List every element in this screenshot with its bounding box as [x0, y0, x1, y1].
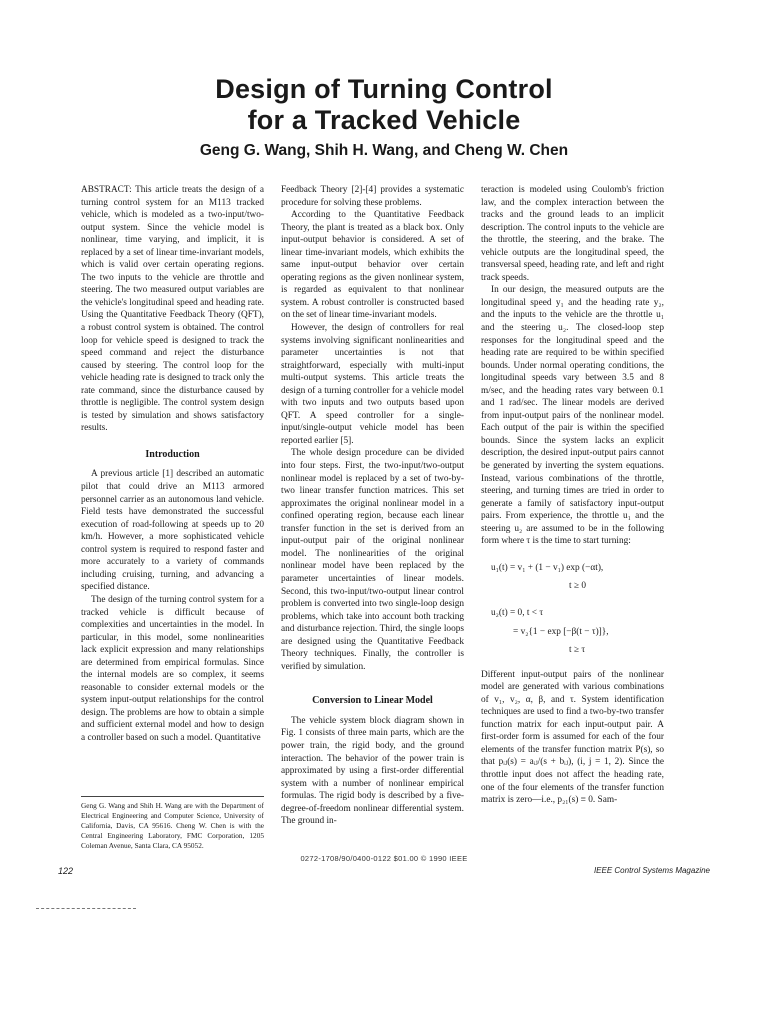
paragraph: However, the design of controllers for real systems involving significant nonlinearities and parameter uncertainties is not that straightforward, especially with multi-input multi-output systems. This article treats the design of a turning controller for a vehicle model with two inputs and two outputs based upon QFT. A speed controller for a single-input/single-output vehicle model has been reported earlier [5].	[281, 323, 464, 446]
paragraph: The whole design procedure can be divided into four steps. First, the two-input/two-output nonlinear model is replaced by a set of two-by-two linear transfer function matrices. This set approximates the original nonlinear model in a confined operating region, because each linear transfer function in the set is derived from an input-output pair of the original nonlinear model. The nonlinearities of the original nonlinear model have been replaced by the parameter uncertainties of linear models. Second, this two-input/two-output linear control problem is converted into two single-loop design problems, which take into account both tracking and disturbance rejection. Third, the single loops are designed using the Quantitative Feedback Theory techniques. Finally, the controller is verified by simulation.	[281, 448, 464, 672]
paragraph: Different input-output pairs of the nonlinear model are generated with various combinations of v₁, v₂, α, β, and τ. System identification techniques are used to find a two-by-two transfer function matrix for each input-output pair. A first-order form is assumed for each of the four elements of the transfer function matrix P(s), so that pᵢⱼ(s) = aᵢⱼ/(s + bᵢⱼ), (i, j = 1, 2). Since the throttle input does not affect the heading rate, one of the four elements of the transfer function matrix is zero—i.e., p₂₁(s) ≡ 0. Sam-	[481, 669, 664, 806]
equation-line: u₁(t) = v₁ + (1 − v₁) exp (−αt),	[491, 562, 604, 573]
paragraph: teraction is modeled using Coulomb's friction law, and the complex interaction between the tracks and the ground leads to an implicit description. The control inputs to the vehicle are the throttle, the steering, and the brake. The vehicle outputs are the longitudinal speed, the transversal speed, heading rate, and left and right track speeds.	[481, 185, 664, 283]
equation-line: u₂(t) = 0, t < τ	[491, 607, 544, 618]
column-1	[81, 184, 264, 745]
section-heading-conversion: Conversion to Linear Model	[312, 695, 433, 707]
equation-line: = v₂{1 − exp [−β(t − τ)]},	[513, 626, 609, 637]
page-number: 122	[58, 866, 74, 876]
abstract: ABSTRACT: This article treats the design of a turning control system for an M113 tracked vehicle, which is modeled as a two-input/two-output system. Since the vehicle model is nonlinear, time varying, and implicit, it is replaced by a set of linear time-invariant models, which is valid over certain operating regions. The two inputs to the vehicle are throttle and steering. The two measured output variables are the vehicle's longitudinal speed and heading rate. Using the Quantitative Feedback Theory (QFT), a robust control system is obtained. The control loop for vehicle speed is designed to track the speed command and reject the disturbance caused by steering. The control loop for the vehicle heading rate is designed to track only the rate command, since the disturbance caused by throttle is negligible. The control system design is tested by simulation and shows satisfactory results.	[81, 185, 264, 434]
title-line-1: Design of Turning Control	[215, 74, 553, 104]
author-affiliation-footnote: Geng G. Wang and Shih H. Wang are with the Department of Electrical Engineering and Computer Science, University of California, Davis, CA 95616. Cheng W. Chen is with the Central Engineering Laboratory, FMC Corporation, 1205 Coleman Avenue, Santa Clara, CA 95052.	[81, 796, 264, 851]
paragraph: In our design, the measured outputs are the longitudinal speed y₁ and the heading rate y₂, and the inputs to the vehicle are the throttle u₁ and the steering u₂. The closed-loop step responses for the longitudinal speed and the heading rate are required to be within specified bounds. Under normal operating conditions, the longitudinal speeds vary between 3.5 and 8 m/sec, and the heading rates vary between 0.1 and 1 rad/sec. The linear models are derived from input-output pairs of the nonlinear model. Each output of the pair is within the specified bounds. Since the system lacks an explicit description, the desired input-output pairs cannot be generated by inverting the system equations. Instead, various combinations of the throttle, steering, and turning times are tried in order to generate a family of satisfactory input-output pairs. From experience, the throttle u₁ and the steering u₂ are assumed to be in the following form where τ is the time to start turning:	[481, 285, 664, 547]
paragraph: According to the Quantitative Feedback Theory, the plant is treated as a black box. Only input-output behavior is considered. A set of linear time-invariant models, which exhibits the same input-output behavior over certain operating regions as the given nonlinear system, is regarded as equivalent to that nonlinear system. A robust controller is constructed based on the set of linear time-invariant models.	[281, 210, 464, 321]
copyright-line: 0272-1708/90/0400-0122 $01.00 © 1990 IEEE	[300, 854, 468, 863]
paragraph: The design of the turning control system for a tracked vehicle is difficult because of complexities and uncertainties in the model. In particular, in this model, some nonlinearities lack explicit expression and many relationships are determined from empirical formulas. Since the internal models are so complex, it seems reasonable to consider external models or the system input-output relationships for the control design. The problems are how to obtain a simple and sufficient external model and how to design a controller based on such a model. Quantitative	[81, 594, 264, 743]
paragraph: A previous article [1] described an automatic pilot that could drive an M113 armored personnel carrier as an autonomous land vehicle. Field tests have demonstrated the successful execution of road-following at speeds up to 20 km/h. However, a more sophisticated vehicle control system is required to respond faster and more accurately to a variety of commands including cruising, turning, and advancing a specified distance.	[81, 469, 264, 593]
paragraph: Feedback Theory [2]-[4] provides a systematic procedure for solving these problems.	[281, 185, 464, 208]
column-2	[281, 184, 464, 828]
section-heading-introduction: Introduction	[145, 448, 200, 460]
equation-steering	[481, 607, 664, 657]
column-3	[481, 184, 664, 807]
paper-title	[60, 74, 708, 136]
author-list: Geng G. Wang, Shih H. Wang, and Cheng W. Chen	[199, 142, 569, 159]
scan-artifact-line	[36, 908, 136, 909]
title-line-2: for a Tracked Vehicle	[247, 105, 521, 135]
journal-name: IEEE Control Systems Magazine	[593, 866, 710, 875]
equation-condition: t ≥ τ	[569, 645, 586, 656]
equation-throttle	[481, 562, 664, 593]
paragraph: The vehicle system block diagram shown in Fig. 1 consists of three main parts, which are the power train, the rigid body, and the ground interaction. The behavior of the power train is approximated by using a first-order differential system with a number of nonlinear empirical formulas. The rigid body is described by a five-degree-of-freedom nonlinear differential system. The ground in-	[281, 715, 464, 827]
equation-condition: t ≥ 0	[569, 581, 586, 592]
